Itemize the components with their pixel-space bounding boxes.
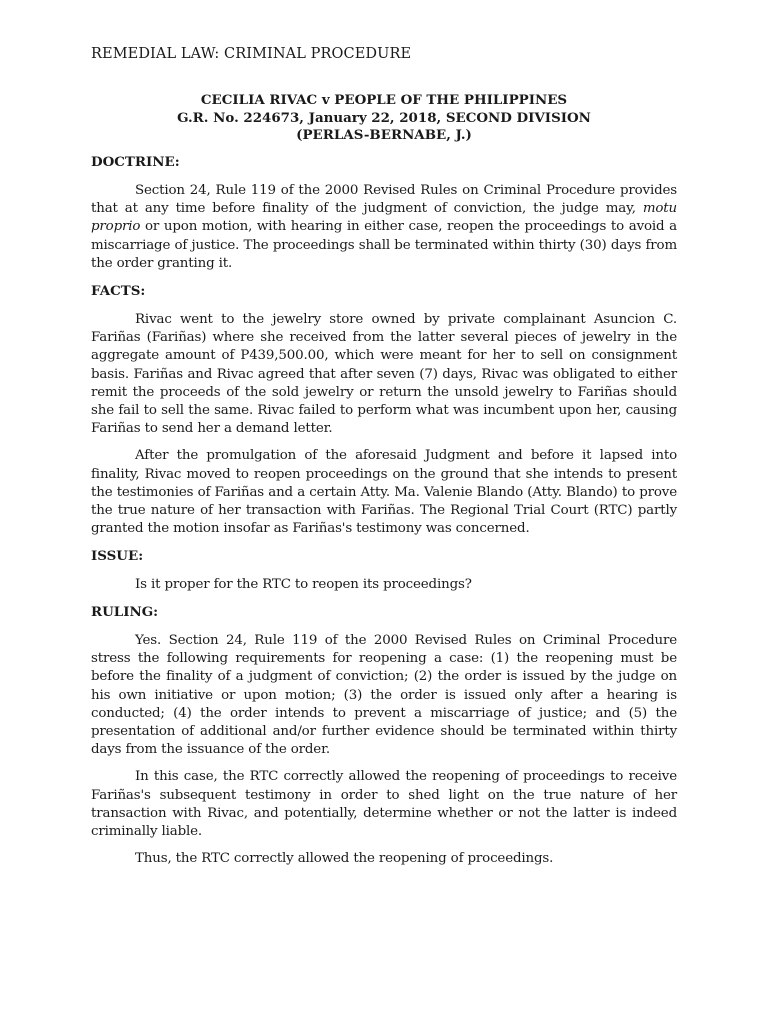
issue-question: Is it proper for the RTC to reopen its proceedings?: [135, 577, 472, 592]
doctrine-paragraph: [91, 182, 677, 273]
ruling-paragraph-2: In this case, the RTC correctly allowed the reopening of proceedings to receive Fariñas's subsequent testimony in order to shed light on the true nature of her transaction with Rivac, and potentially, determine whether or not the latter is indeed criminally liable.: [91, 769, 677, 840]
ruling-section: [91, 604, 677, 868]
issue-section: [91, 548, 677, 594]
case-title: [91, 92, 677, 145]
issue-heading: ISSUE:: [91, 548, 144, 564]
facts-heading: FACTS:: [91, 283, 146, 299]
case-title-line3: (PERLAS-BERNABE, J.): [296, 127, 472, 143]
running-head: REMEDIAL LAW: CRIMINAL PROCEDURE: [91, 46, 412, 62]
doctrine-italic-term: motu proprio: [91, 201, 677, 235]
doctrine-section: [91, 154, 677, 273]
case-title-line2: G.R. No. 224673, January 22, 2018, SECOND DIVISION: [177, 109, 591, 126]
case-title-line1: CECILIA RIVAC v PEOPLE OF THE PHILIPPINES: [200, 92, 568, 108]
ruling-paragraph-3: Thus, the RTC correctly allowed the reopening of proceedings.: [135, 851, 554, 867]
ruling-heading: RULING:: [91, 604, 159, 620]
doctrine-text-after: or upon motion, with hearing in either case, reopen the proceedings to avoid a miscarriage of justice. The proceedings shall be terminated within thirty (30) days from the order granting it.: [91, 219, 677, 271]
doctrine-heading: DOCTRINE:: [91, 154, 180, 170]
ruling-paragraph-1: Yes. Section 24, Rule 119 of the 2000 Revised Rules on Criminal Procedure stress the following requirements for reopening a case: (1) the reopening must be before the finality of a judgment of conviction; (2) the order is issued by the judge on his own initiative or upon motion; (3) the order is issued only after a hearing is conducted; (4) the order intends to prevent a miscarriage of justice; and (5) the presentation of additional and/or further evidence should be terminated within thirty days from the issuance of the order.: [91, 633, 677, 758]
facts-paragraph-2: After the promulgation of the aforesaid Judgment and before it lapsed into finality, Rivac moved to reopen proceedings on the ground that she intends to present the testimonies of Fariñas and a certain Atty. Ma. Valenie Blando (Atty. Blando) to prove the true nature of her transaction with Fariñas. The Regional Trial Court (RTC) partly granted the motion insofar as Fariñas's testimony was concerned.: [91, 448, 677, 537]
facts-paragraph-1: Rivac went to the jewelry store owned by private complainant Asuncion C. Fariñas (Fariñas) where she received from the latter several pieces of jewelry in the aggregate amount of P439,500.00, which were meant for her to sell on consignment basis. Fariñas and Rivac agreed that after seven (7) days, Rivac was obligated to either remit the proceeds of the sold jewelry or return the unsold jewelry to Fariñas should she fail to sell the same. Rivac failed to perform what was incumbent upon her, causing Fariñas to send her a demand letter.: [91, 312, 677, 437]
doctrine-text-before: Section 24, Rule 119 of the 2000 Revised Rules on Criminal Procedure provides that at any time before finality of the judgment of conviction, the judge may,: [91, 183, 677, 217]
facts-section: [91, 283, 677, 538]
